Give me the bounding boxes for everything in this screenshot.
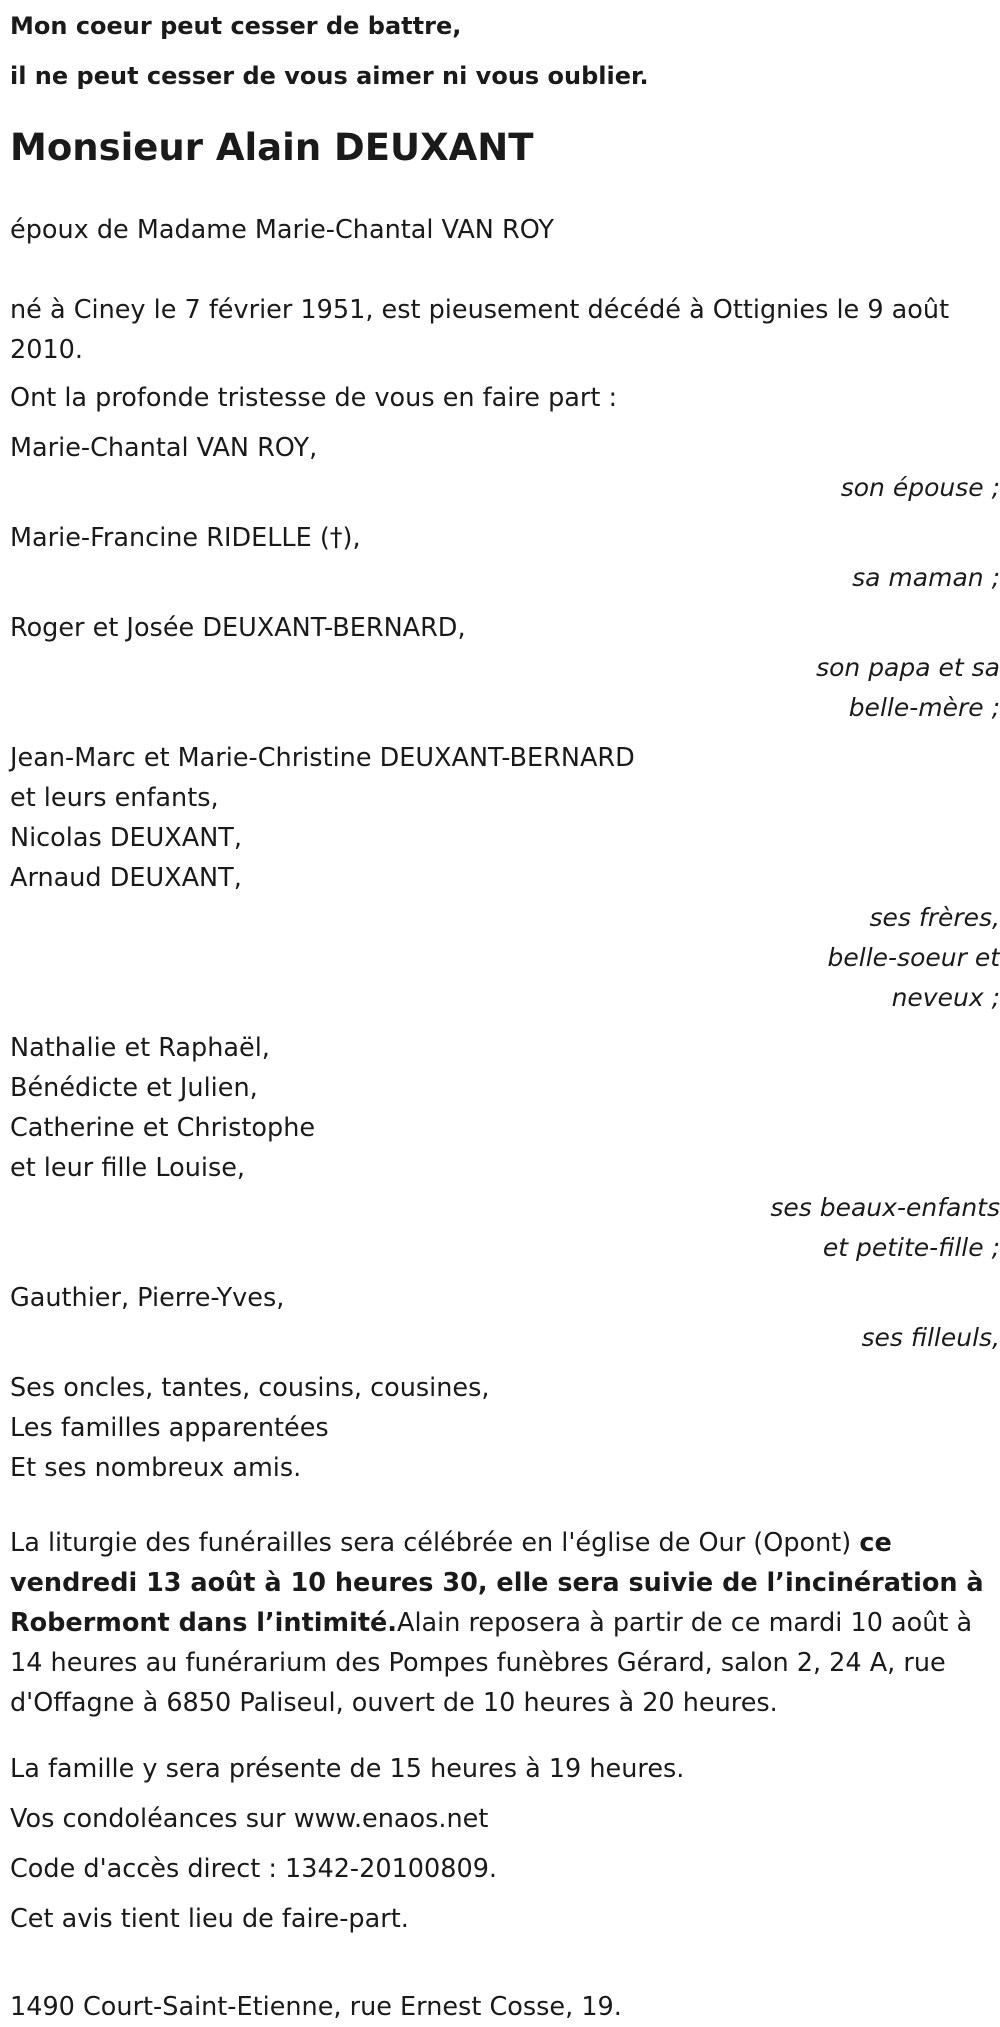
notice-line: Cet avis tient lieu de faire-part. (10, 1903, 409, 1934)
family-name: Arnaud DEUXANT, (10, 863, 242, 893)
family-relation: son épouse ; (840, 473, 1000, 502)
family-name: Les familles apparentées (10, 1413, 329, 1443)
birth-death-line-2: 2010. (10, 335, 84, 365)
family-name: Et ses nombreux amis. (10, 1453, 302, 1483)
family-others (10, 1368, 1000, 1488)
birth-death-line-1: né à Ciney le 7 février 1951, est pieusement décédé à Ottignies le 9 août (10, 295, 950, 325)
family-name: et leurs enfants, (10, 783, 219, 813)
obituary-notice (0, 1, 1000, 2027)
family-father (10, 608, 1000, 728)
access-code: Code d'accès direct : 1342-20100809. (10, 1853, 498, 1884)
family-relation: belle-mère ; (848, 693, 1000, 722)
birth-death-paragraph (10, 290, 1000, 370)
family-name: Roger et Josée DEUXANT-BERNARD, (10, 613, 466, 643)
family-name: Gauthier, Pierre-Yves, (10, 1283, 285, 1313)
family-presence: La famille y sera présente de 15 heures à 19 heures. (10, 1753, 685, 1784)
funeral-paragraph (10, 1523, 1000, 1723)
family-stepchildren (10, 1028, 1000, 1268)
family-spouse (10, 428, 1000, 508)
family-relation: neveux ; (891, 983, 1000, 1012)
family-godchildren (10, 1278, 1000, 1358)
family-name: Bénédicte et Julien, (10, 1073, 258, 1103)
family-relation: et petite-fille ; (822, 1233, 1000, 1262)
family-relation: ses filleuls, (861, 1323, 1000, 1352)
address: 1490 Court-Saint-Etienne, rue Ernest Cosse, 19. (10, 1991, 622, 2022)
family-name: Catherine et Christophe (10, 1113, 316, 1143)
family-name: Nathalie et Raphaël, (10, 1033, 270, 1063)
family-siblings (10, 738, 1000, 1018)
condolences-line: Vos condoléances sur www.enaos.net (10, 1803, 489, 1834)
family-name: Ses oncles, tantes, cousins, cousines, (10, 1373, 490, 1403)
deceased-name: Monsieur Alain DEUXANT (10, 126, 534, 169)
family-name: et leur fille Louise, (10, 1153, 246, 1183)
family-name: Marie-Francine RIDELLE (†), (10, 523, 361, 553)
funeral-ceremony-details: ce vendredi 13 août à 10 heures 30, elle sera suivie de l’incinération à Robermont dans l’intimité. (10, 1528, 984, 1638)
family-relation: ses beaux-enfants (770, 1193, 1000, 1222)
funeral-intro: La liturgie des funérailles sera célébrée en l'église de Our (Opont) (10, 1528, 860, 1558)
family-mother (10, 518, 1000, 598)
family-relation: sa maman ; (852, 563, 1000, 592)
announcement-intro: Ont la profonde tristesse de vous en faire part : (10, 383, 618, 413)
family-relation: ses frères, (869, 903, 1000, 932)
family-relation: son papa et sa (816, 653, 1000, 682)
spouse-line: époux de Madame Marie-Chantal VAN ROY (10, 215, 554, 245)
family-relation: belle-soeur et (827, 943, 1000, 972)
epigraph-line-2: il ne peut cesser de vous aimer ni vous oublier. (10, 62, 649, 90)
funeral-viewing-details: Alain reposera à partir de ce mardi 10 août à 14 heures au funérarium des Pompes funèbres Gérard, salon 2, 24 A, rue d'Offagne à 6850 Paliseul, ouvert de 10 heures à 20 heures. (10, 1608, 973, 1718)
family-name: Nicolas DEUXANT, (10, 823, 242, 853)
epigraph-line-1: Mon coeur peut cesser de battre, (10, 12, 462, 40)
family-name: Jean-Marc et Marie-Christine DEUXANT-BERNARD (10, 743, 635, 773)
family-name: Marie-Chantal VAN ROY, (10, 433, 318, 463)
